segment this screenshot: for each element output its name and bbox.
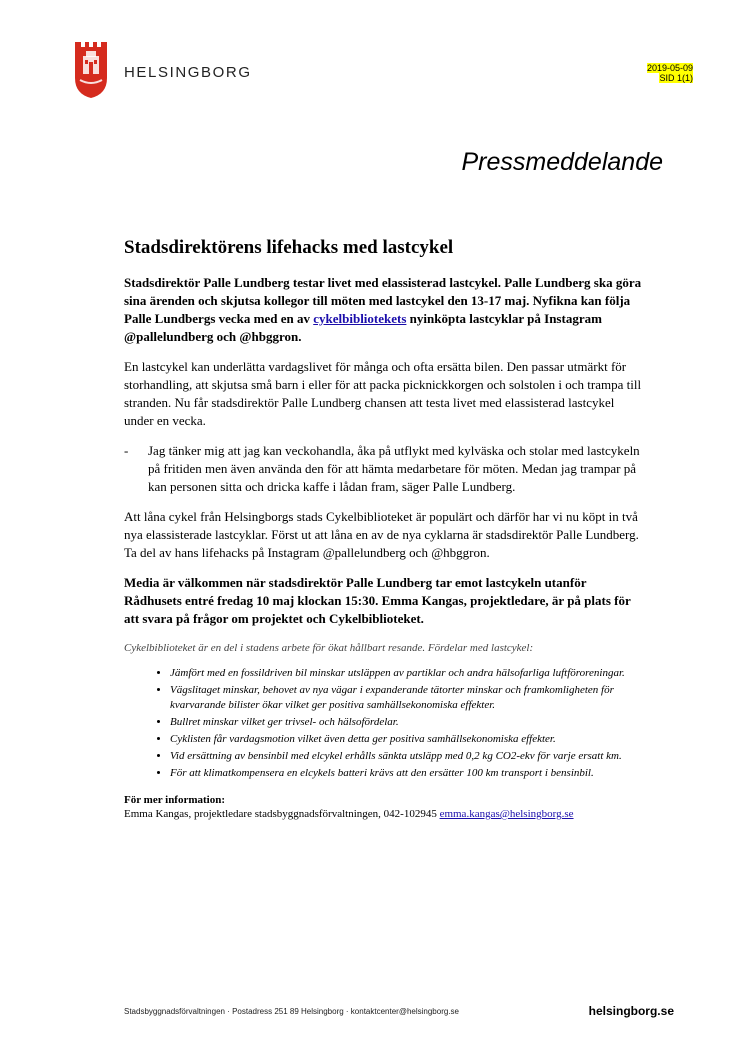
- footer-address: Stadsbyggnadsförvaltningen · Postadress 251 89 Helsingborg · kontaktcenter@helsingborg.se: [124, 1007, 459, 1016]
- document-meta: [647, 63, 693, 83]
- article: [124, 236, 644, 822]
- document-type: Pressmeddelande: [461, 148, 663, 176]
- list-item: • För att klimatkompensera en elcykels batteri krävs att den ersätter 100 km transport i bensinbil.: [170, 766, 644, 781]
- quote-text: Jag tänker mig att jag kan veckohandla, åka på utflykt med kylväska och stolar med lastcykeln på fritiden men även använda den för att hämta medarbetare för möten. Medan jag trampar på kan personen sitta och dricka kaffe i lådan fram, säger Palle Lundberg.: [148, 443, 640, 494]
- list-item: • Vägslitaget minskar, behovet av nya vägar i expanderande tätorter minskar och framkomligheten för kvarvarande bilister ökar vilket ger positiva samhällsekonomiska effekter.: [170, 683, 644, 713]
- footer-website: helsingborg.se: [588, 1004, 674, 1018]
- quote-dash: -: [124, 443, 129, 458]
- helsingborg-crest-logo: [74, 42, 108, 98]
- list-item: • Jämfört med en fossildriven bil minskar utsläppen av partiklar och andra hälsofarliga luftföroreningar.: [170, 666, 644, 681]
- lead-paragraph: Stadsdirektör Palle Lundberg testar livet med elassisterad lastcykel. Palle Lundberg ska göra sina ärenden och skjutsa kollegor till möten med lastcykel den 13-17 maj. Nyfikna kan följa Palle Lundbergs vecka med en av cykelbibliotekets nyinköpta lastcyklar på Instagram @pallelundberg och @hbggron.: [124, 275, 642, 344]
- body-paragraph-1: En lastcykel kan underlätta vardagslivet för många och ofta ersätta bilen. Den passar utmärkt för storhandling, att skjutsa små barn i eller för att packa picknickkorgen och solstolen i och trampa till stranden. Nu får stadsdirektör Palle Lundberg chansen att testa livet med elassisterad lastcykel under en vecka.: [124, 359, 642, 428]
- info-heading: För mer information:: [124, 794, 226, 806]
- benefits-list: [124, 666, 644, 781]
- contact-email-link[interactable]: emma.kangas@helsingborg.se: [439, 808, 574, 820]
- article-title: Stadsdirektörens lifehacks med lastcykel: [124, 237, 454, 258]
- contact-info: Emma Kangas, projektledare stadsbyggnadsförvaltningen, 042-102945 emma.kangas@helsingborg.se: [124, 808, 574, 820]
- brand-name: HELSINGBORG: [124, 64, 252, 81]
- page-number: SID 1(1): [659, 73, 693, 83]
- body-paragraph-2: Att låna cykel från Helsingborgs stads Cykelbiblioteket är populärt och därför har vi nu köpt in två nya elassisterade lastcyklar. Först ut att låna en av de nya cyklarna är stadsdirektör Palle Lundberg. Ta del av hans lifehacks på Instagram @pallelundberg och @hbggron.: [124, 509, 639, 560]
- list-item: • Bullret minskar vilket ger trivsel- och hälsofördelar.: [170, 715, 644, 730]
- list-item: • Cyklisten får vardagsmotion vilket även detta ger positiva samhällsekonomiska effekter.: [170, 732, 644, 747]
- cykelbibliotek-link[interactable]: cykelbibliotekets: [313, 311, 407, 326]
- benefits-intro: Cykelbiblioteket är en del i stadens arbete för ökat hållbart resande. Fördelar med lastcykel:: [124, 642, 534, 654]
- media-invitation: Media är välkommen när stadsdirektör Palle Lundberg tar emot lastcykeln utanför Rådhusets entré fredag 10 maj klockan 15:30. Emma Kangas, projektledare, är på plats för att svara på frågor om projektet och Cykelbiblioteket.: [124, 575, 631, 626]
- document-date: 2019-05-09: [646, 63, 693, 73]
- quote-block: [124, 442, 644, 496]
- list-item: • Vid ersättning av bensinbil med elcykel erhålls sänkta utsläpp med 0,2 kg CO2-ekv för varje ersatt km.: [170, 749, 644, 764]
